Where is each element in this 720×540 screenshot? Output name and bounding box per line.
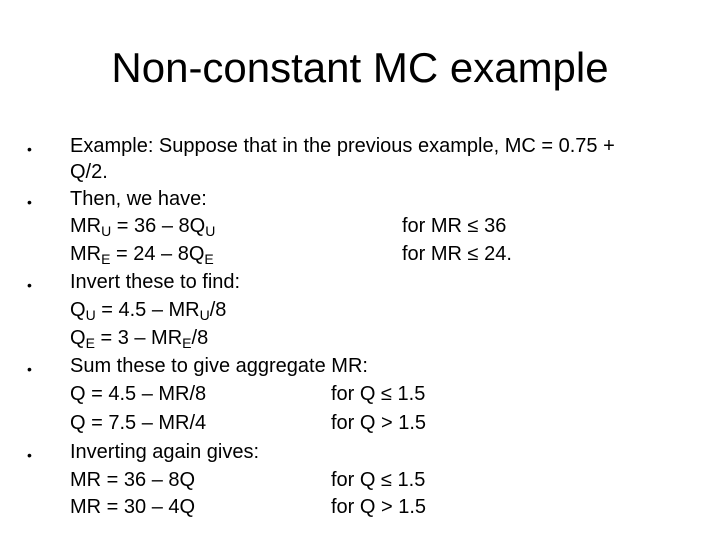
aggregate-mr-high-equation: MR = 30 – 4Q	[70, 496, 196, 518]
aggregate-q-high-condition: for Q > 1.5	[331, 412, 427, 434]
bullet-1-line-1: Example: Suppose that in the previous example, MC = 0.75 +	[70, 135, 615, 157]
mr-u-equation: $MR_U = 36 - 8Q_U$	[70, 215, 216, 239]
q-e-equation: $Q_E = 3 - MR_E/8$	[70, 327, 209, 351]
bullet-3-marker: •	[27, 277, 32, 293]
bullet-5-marker: •	[27, 447, 32, 463]
aggregate-mr-high-condition: for Q > 1.5	[331, 496, 427, 518]
bullet-2-marker: •	[27, 194, 32, 210]
bullet-1-marker: •	[27, 141, 32, 157]
mr-u-condition: for MR ≤ 36	[402, 215, 507, 237]
slide-title: Non-constant MC example	[111, 44, 609, 91]
bullet-1-line-2: Q/2.	[70, 161, 108, 183]
q-u-equation: $Q_U = 4.5 - MR_U/8$	[70, 299, 227, 323]
aggregate-q-low-condition: for Q ≤ 1.5	[331, 383, 426, 405]
mr-e-condition: for MR ≤ 24.	[402, 243, 512, 265]
aggregate-q-low-equation: Q = 4.5 – MR/8	[70, 383, 207, 405]
bullet-5-text: Inverting again gives:	[70, 441, 260, 463]
bullet-2-text: Then, we have:	[70, 188, 207, 210]
bullet-4-marker: •	[27, 361, 32, 377]
aggregate-q-high-equation: Q = 7.5 – MR/4	[70, 412, 207, 434]
mr-e-equation: $MR_E = 24 - 8Q_E$	[70, 243, 214, 267]
bullet-4-text: Sum these to give aggregate MR:	[70, 355, 368, 377]
bullet-3-text: Invert these to find:	[70, 271, 241, 293]
aggregate-mr-low-condition: for Q ≤ 1.5	[331, 469, 426, 491]
aggregate-mr-low-equation: MR = 36 – 8Q	[70, 469, 196, 491]
